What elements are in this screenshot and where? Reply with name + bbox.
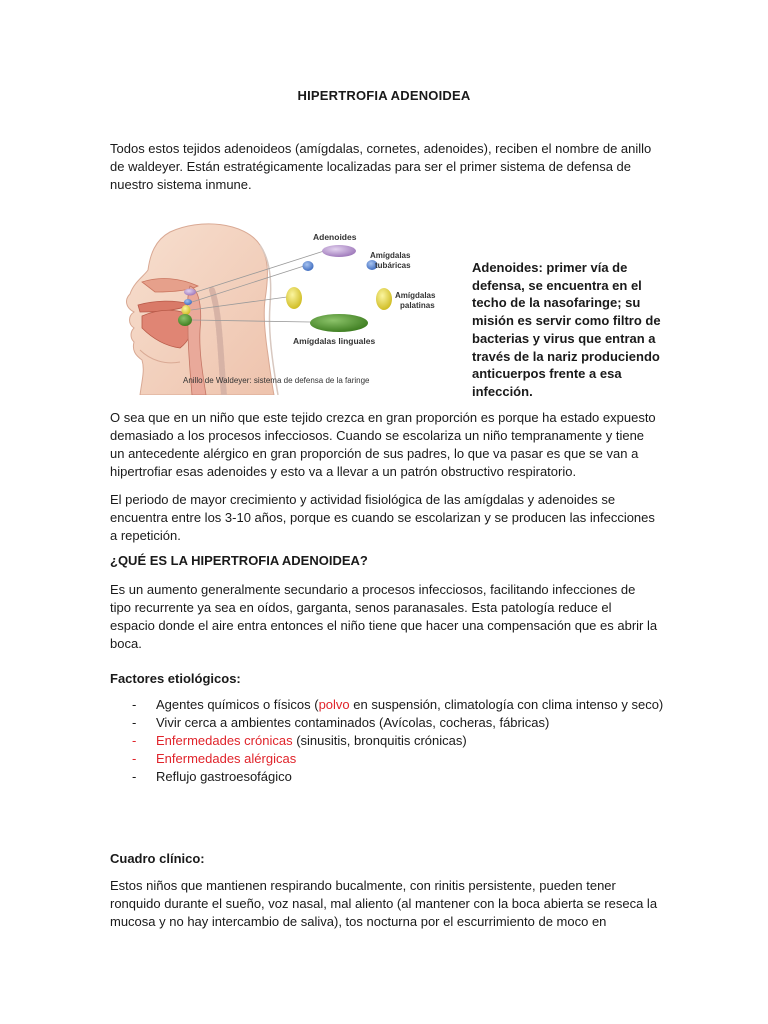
label-adenoides: Adenoides <box>313 232 357 242</box>
list-item <box>110 732 670 750</box>
list-marker: - <box>132 697 137 712</box>
palatinas-on-head <box>182 305 191 315</box>
item-text: Agentes químicos o físicos ( <box>156 697 319 712</box>
paragraph-definition: Es un aumento generalmente secundario a procesos infecciosos, facilitando infecciones de tipo recurrente ya sea en oídos, garganta, senos paranasales. Esta patología reduce el espacio donde el aire entra entonces el niño tiene que hacer una compensación que es abrir la boca. <box>110 582 658 651</box>
label-tubaricas-2: tubáricas <box>375 261 411 270</box>
heading-cuadro-clinico: Cuadro clínico: <box>110 851 205 866</box>
label-palatinas-2: palatinas <box>400 301 435 310</box>
palatina-right-shape <box>376 288 392 310</box>
heading-factores: Factores etiológicos: <box>110 671 241 686</box>
paragraph-exposure: O sea que en un niño que este tejido crezca en gran proporción es porque ha estado expuesto demasiado a los procesos infecciosos. Cuando se escolariza un niño tempranamente y tiene un antecedente alérgico en gran proporción de sus padres, lo que va pasar es que se van a hipertrofiar esas adenoides y esto va a llevar a un patrón obstructivo respiratorio. <box>110 410 656 479</box>
label-tubaricas-1: Amígdalas <box>370 251 411 260</box>
adenoides-side-note <box>472 259 662 401</box>
factores-list <box>110 696 670 786</box>
list-item <box>110 750 670 768</box>
linguales-shape <box>310 314 368 332</box>
side-note-text: primer vía de defensa, se encuentra en el techo de la nasofaringe; su misión es servir como filtro de bacterias y virus que entran a través de la nariz produciendo anticuerpos frente a esa infección. <box>472 260 661 399</box>
palatina-left-shape <box>286 287 302 309</box>
waldeyer-ring-figure <box>120 220 465 395</box>
list-marker: - <box>132 751 137 766</box>
list-marker: - <box>132 733 137 748</box>
item-highlight: polvo <box>318 697 350 712</box>
item-highlight: Enfermedades alérgicas <box>156 751 297 766</box>
linguales-on-head <box>178 314 192 326</box>
intro-paragraph: Todos estos tejidos adenoideos (amígdalas, cornetes, adenoides), reciben el nombre de anillo de waldeyer. Están estratégicamente localizadas para ser el primer sistema de defensa de nuestro sistema inmune. <box>110 141 652 192</box>
list-marker: - <box>132 715 137 730</box>
tubarica-left-shape <box>303 261 314 271</box>
head-sagittal-section <box>127 224 278 395</box>
item-text: Vivir cerca a ambientes contaminados (Avícolas, cocheras, fábricas) <box>156 715 550 730</box>
label-linguales: Amígdalas linguales <box>293 336 376 346</box>
tubaricas-on-head <box>184 299 192 305</box>
item-text-post: (sinusitis, bronquitis crónicas) <box>292 733 467 748</box>
item-text-post: en suspensión, climatología con clima intenso y seco) <box>349 697 664 712</box>
adenoides-on-head <box>184 289 196 296</box>
list-item <box>110 714 670 732</box>
list-item <box>110 768 670 786</box>
label-palatinas-1: Amígdalas <box>395 291 436 300</box>
document-title: HIPERTROFIA ADENOIDEA <box>297 88 471 103</box>
heading-que-es: ¿QUÉ ES LA HIPERTROFIA ADENOIDEA? <box>110 553 368 568</box>
item-text: Reflujo gastroesofágico <box>156 769 292 784</box>
paragraph-growth-period: El periodo de mayor crecimiento y actividad fisiológica de las amígdalas y adenoides se encuentra entre los 3-10 años, porque es cuando se escolarizan y se producen las infecciones a repetición. <box>110 492 655 543</box>
list-item <box>110 696 670 714</box>
figure-caption: Anillo de Waldeyer: sistema de defensa de la faringe <box>183 376 370 385</box>
adenoides-shape <box>322 245 356 257</box>
side-note-label: Adenoides: <box>472 260 543 275</box>
item-highlight: Enfermedades crónicas <box>156 733 293 748</box>
paragraph-clinical: Estos niños que mantienen respirando bucalmente, con rinitis persistente, pueden tener ronquido durante el sueño, voz nasal, mal aliento (al mantener con la boca abierta se reseca la mucosa y no hay intercambio de saliva), tos nocturna por el escurrimiento de moco en <box>110 878 658 929</box>
list-marker: - <box>132 769 137 784</box>
